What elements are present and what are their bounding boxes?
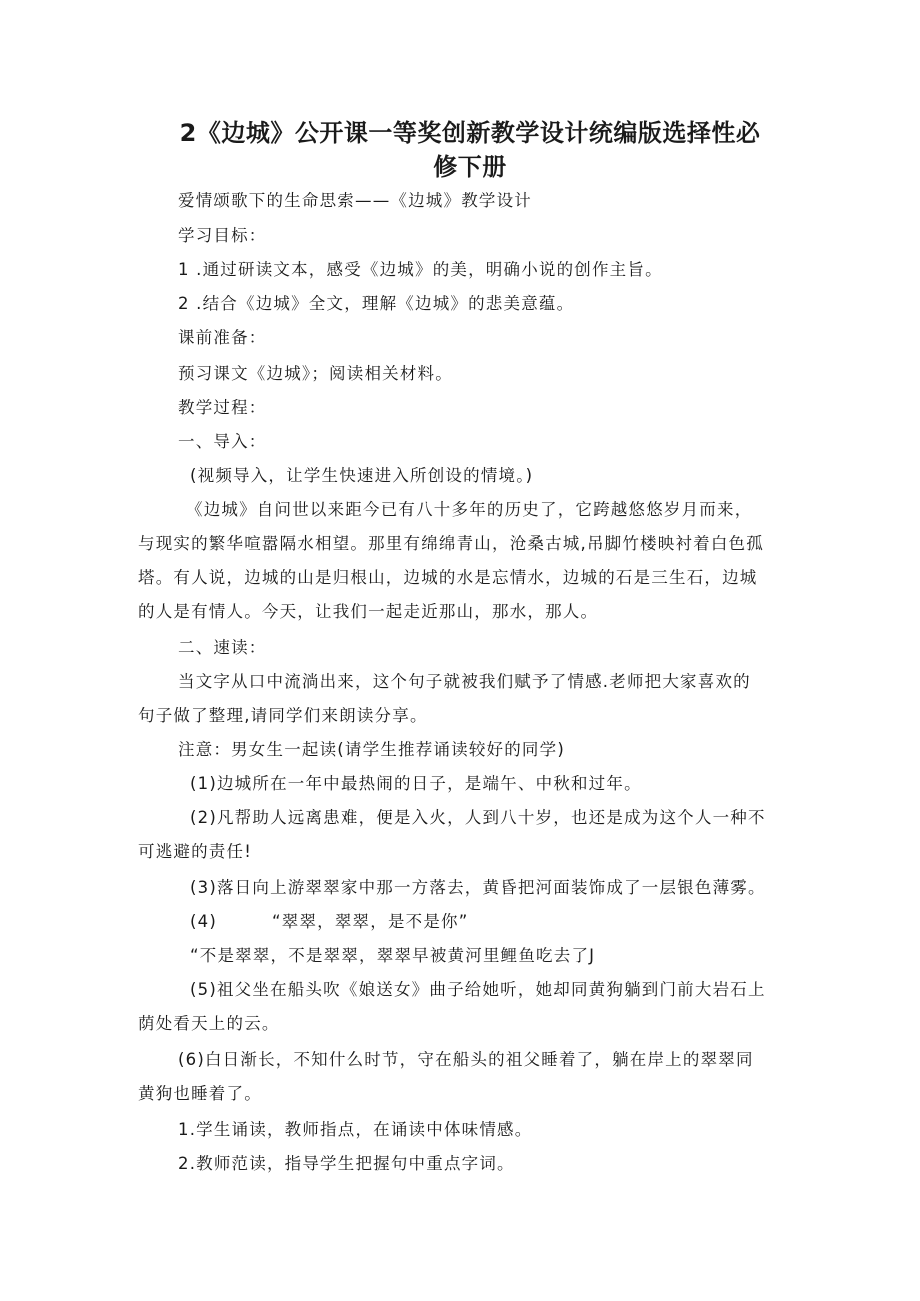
intro-paragraph-line-2: 与现实的繁华喧嚣隔水相望。那里有绵绵青山，沧桑古城,吊脚竹楼映衬着白色孤 — [138, 534, 764, 553]
prep-heading: 课前准备： — [178, 328, 267, 347]
intro-paragraph-line-3: 塔。有人说，边城的山是归根山，边城的水是忘情水，边城的石是三生石，边城 — [138, 568, 758, 587]
speed-paragraph-line-2: 句子做了整理,请同学们来朗读分享。 — [138, 706, 428, 725]
objective-1: 1 .通过研读文本，感受《边城》的美，明确小说的创作主旨。 — [178, 260, 663, 279]
step-2: 2.教师范读，指导学生把握句中重点字词。 — [178, 1154, 515, 1173]
quote-item-6-line-2: 黄狗也睡着了。 — [138, 1084, 262, 1103]
intro-paragraph-line-4: 的人是有情人。今天，让我们一起走近那山，那水，那人。 — [138, 602, 599, 621]
step-1: 1.学生诵读，教师指点，在诵读中体味情感。 — [178, 1120, 533, 1139]
intro-paragraph-line-1: 《边城》自问世以来距今已有八十多年的历史了，它跨越悠悠岁月而来， — [186, 500, 753, 519]
section-1-note: (视频导入，让学生快速进入所创设的情境。) — [190, 466, 534, 485]
quote-item-5-line-2: 荫处看天上的云。 — [138, 1014, 280, 1033]
quote-item-4-text: “翠翠，翠翠，是不是你” — [272, 912, 469, 931]
quote-item-2-line-2: 可逃避的责任! — [138, 842, 253, 861]
quote-item-2-line-1: (2)凡帮助人远离患难，便是入火，人到八十岁，也还是成为这个人一种不 — [190, 808, 766, 827]
subtitle: 爱情颂歌下的生命思索——《边城》教学设计 — [178, 191, 532, 210]
objectives-heading: 学习目标： — [178, 226, 267, 245]
speed-paragraph-line-1: 当文字从口中流淌出来，这个句子就被我们赋予了情感.老师把大家喜欢的 — [178, 672, 751, 691]
quote-item-3: (3)落日向上游翠翠家中那一方落去，黄昏把河面装饰成了一层银色薄雾。 — [190, 878, 766, 897]
quote-item-5-line-1: (5)祖父坐在船头吹《娘送女》曲子给她听，她却同黄狗躺到门前大岩石上 — [190, 980, 766, 999]
process-heading: 教学过程： — [178, 398, 267, 417]
quote-item-4-number: (4) — [190, 912, 217, 931]
quote-item-6-line-1: (6)白日渐长，不知什么时节，守在船头的祖父睡着了，躺在岸上的翠翠同 — [178, 1050, 754, 1069]
prep-text: 预习课文《边城》；阅读相关材料。 — [178, 364, 453, 383]
document-title-line-1: 2《边城》公开课一等奖创新教学设计统编版选择性必 — [179, 119, 761, 147]
section-1-heading: 一、导入： — [178, 432, 267, 451]
section-2-heading: 二、速读： — [178, 638, 267, 657]
document-title-line-2: 修下册 — [433, 153, 507, 181]
quote-item-4-reply: “不是翠翠，不是翠翠，翠翠早被黄河里鲤鱼吃去了J — [190, 946, 596, 965]
reading-note: 注意：男女生一起读(请学生推荐诵读较好的同学) — [178, 740, 565, 759]
objective-2: 2 .结合《边城》全文，理解《边城》的悲美意蕴。 — [178, 294, 575, 313]
quote-item-1: (1)边城所在一年中最热闹的日子，是端午、中秋和过年。 — [190, 774, 642, 793]
